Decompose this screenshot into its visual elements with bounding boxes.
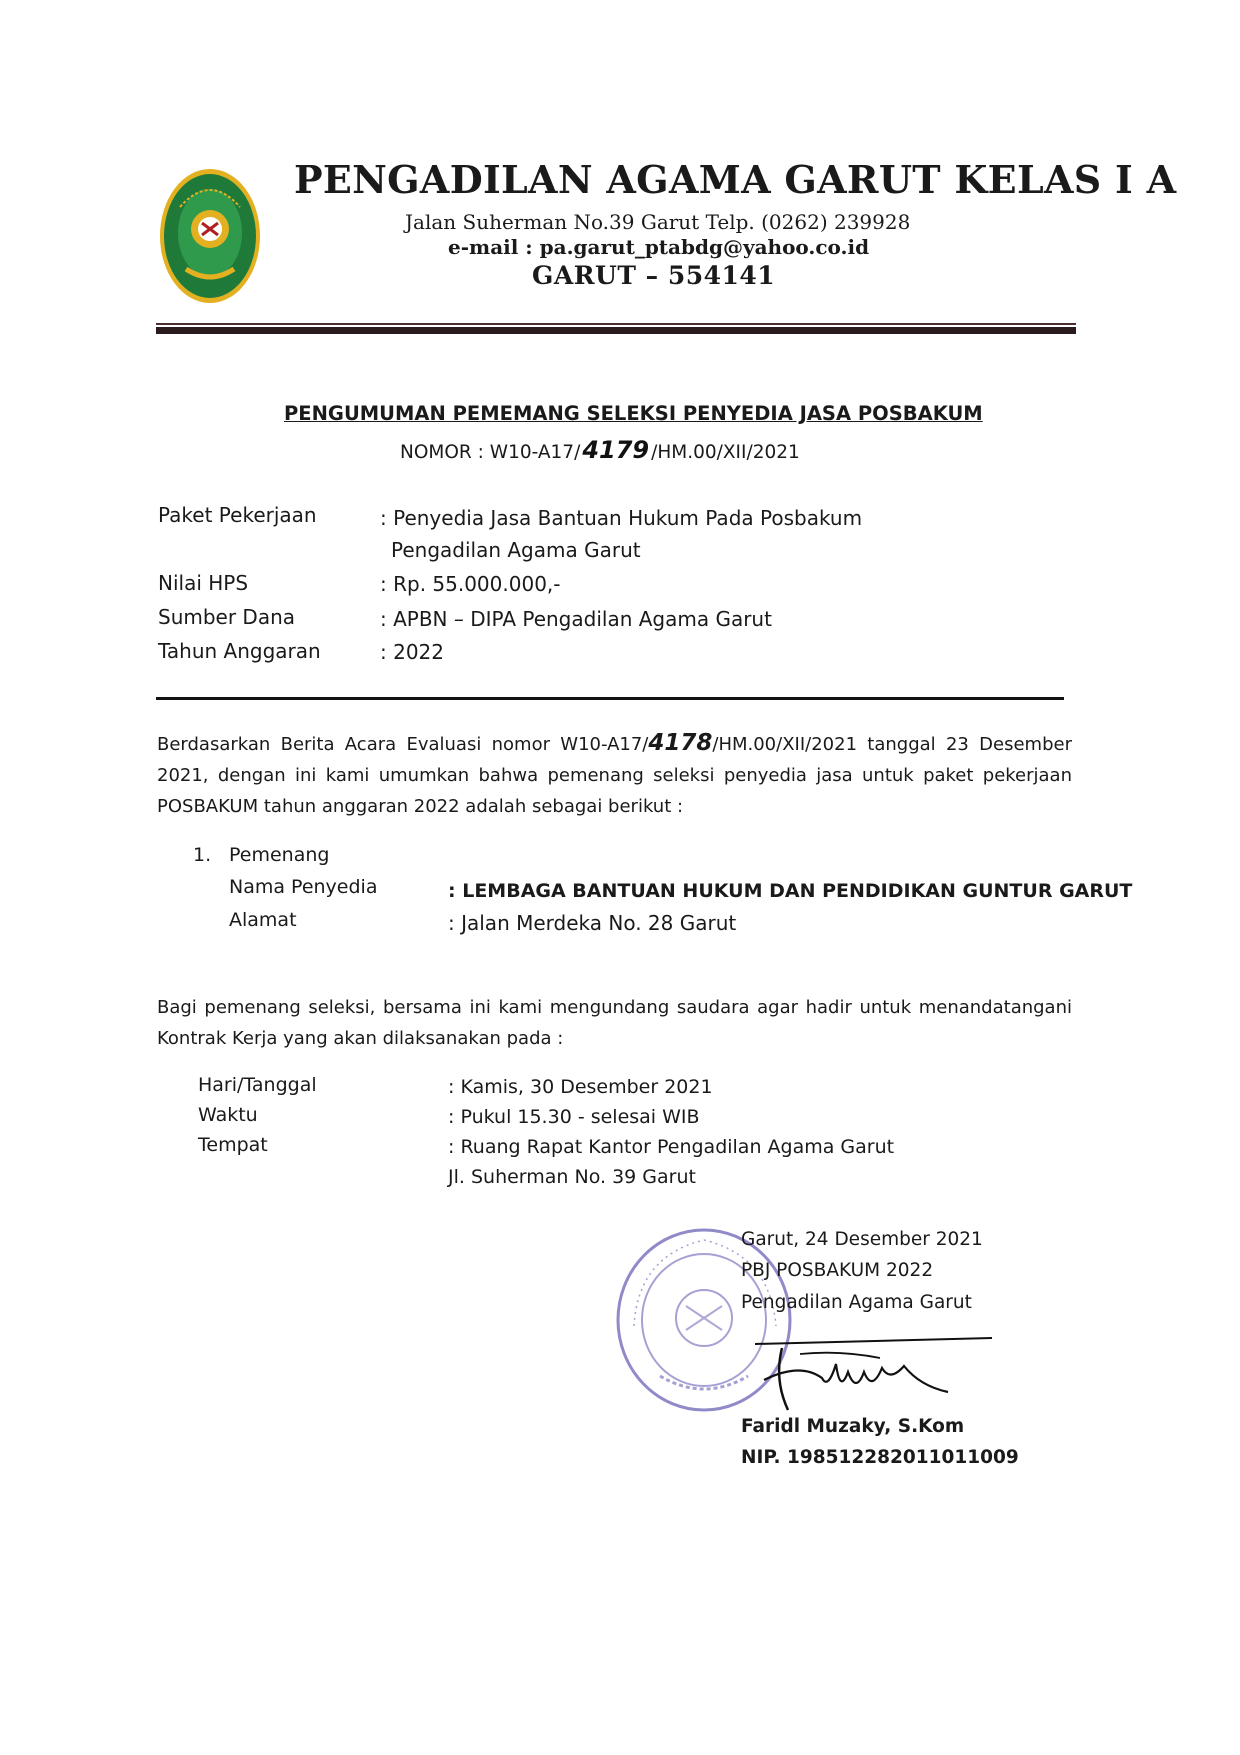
evaluation-paragraph-part2: /HM.00/XII/2021 tanggal 23 Desember 2021, dengan ini kami umumkan bahwa pemenang seleksi penyedia jasa untuk paket pekerjaan POSBAKUM tahun anggaran 2022 adalah sebagai berikut : [157, 734, 1072, 817]
document-number-prefix: NOMOR : W10-A17/ [400, 442, 581, 463]
detail-label-paket: Paket Pekerjaan [158, 503, 317, 527]
schedule-value-place: : Ruang Rapat Kantor Pengadilan Agama Garut [448, 1136, 895, 1158]
court-address: Jalan Suherman No.39 Garut Telp. (0262) 239928 [405, 210, 911, 234]
winner-name-label: Nama Penyedia [229, 876, 378, 898]
detail-value-paket: : Penyedia Jasa Bantuan Hukum Pada Posbakum [380, 506, 863, 530]
court-city: GARUT – 554141 [532, 261, 776, 290]
signature-role: PBJ POSBAKUM 2022 [741, 1260, 934, 1281]
winner-address-label: Alamat [229, 909, 297, 931]
evaluation-paragraph [157, 728, 1072, 822]
document-number-suffix: /HM.00/XII/2021 [651, 442, 800, 463]
evaluation-paragraph-part1: Berdasarkan Berita Acara Evaluasi nomor W10-A17/ [157, 734, 649, 755]
handwritten-number-2: 4178 [648, 730, 713, 756]
winner-address-value: : Jalan Merdeka No. 28 Garut [448, 911, 737, 935]
letterhead-divider [156, 327, 1076, 334]
detail-label-nilai: Nilai HPS [158, 571, 249, 595]
document-number [400, 436, 800, 464]
signatory-name: Faridl Muzaky, S.Kom [741, 1416, 965, 1437]
schedule-value-place-line2: Jl. Suherman No. 39 Garut [448, 1166, 696, 1188]
court-name: PENGADILAN AGAMA GARUT KELAS I A [294, 157, 1177, 202]
detail-label-tahun: Tahun Anggaran [158, 639, 321, 663]
court-email: e-mail : pa.garut_ptabdg@yahoo.co.id [448, 235, 870, 259]
handwritten-number: 4179 [582, 436, 650, 464]
winner-heading: Pemenang [229, 844, 330, 866]
detail-value-paket-line2: Pengadilan Agama Garut [391, 538, 641, 562]
schedule-value-time: : Pukul 15.30 - selesai WIB [448, 1106, 700, 1128]
signature-place-date: Garut, 24 Desember 2021 [741, 1229, 983, 1250]
winner-number: 1. [193, 844, 212, 866]
signatory-nip: NIP. 198512282011011009 [741, 1447, 1019, 1468]
handwritten-signature [730, 1332, 1000, 1422]
document-title: PENGUMUMAN PEMEMANG SELEKSI PENYEDIA JASA POSBAKUM [284, 402, 983, 425]
invitation-paragraph: Bagi pemenang seleksi, bersama ini kami mengundang saudara agar hadir untuk menandatangani Kontrak Kerja yang akan dilaksanakan pada : [157, 997, 1072, 1049]
schedule-label-time: Waktu [198, 1104, 258, 1126]
schedule-label-place: Tempat [198, 1134, 268, 1156]
detail-label-sumber: Sumber Dana [158, 605, 296, 629]
detail-value-tahun: : 2022 [380, 640, 444, 664]
schedule-label-date: Hari/Tanggal [198, 1074, 317, 1096]
letterhead-divider-thin [156, 323, 1076, 325]
section-divider [156, 697, 1064, 700]
schedule-value-date: : Kamis, 30 Desember 2021 [448, 1076, 713, 1098]
winner-name-value: : LEMBAGA BANTUAN HUKUM DAN PENDIDIKAN GUNTUR GARUT [448, 880, 1133, 902]
detail-value-nilai: : Rp. 55.000.000,- [380, 572, 561, 596]
court-seal-logo [158, 167, 262, 305]
signature-institution: Pengadilan Agama Garut [741, 1292, 972, 1313]
detail-value-sumber: : APBN – DIPA Pengadilan Agama Garut [380, 607, 772, 631]
